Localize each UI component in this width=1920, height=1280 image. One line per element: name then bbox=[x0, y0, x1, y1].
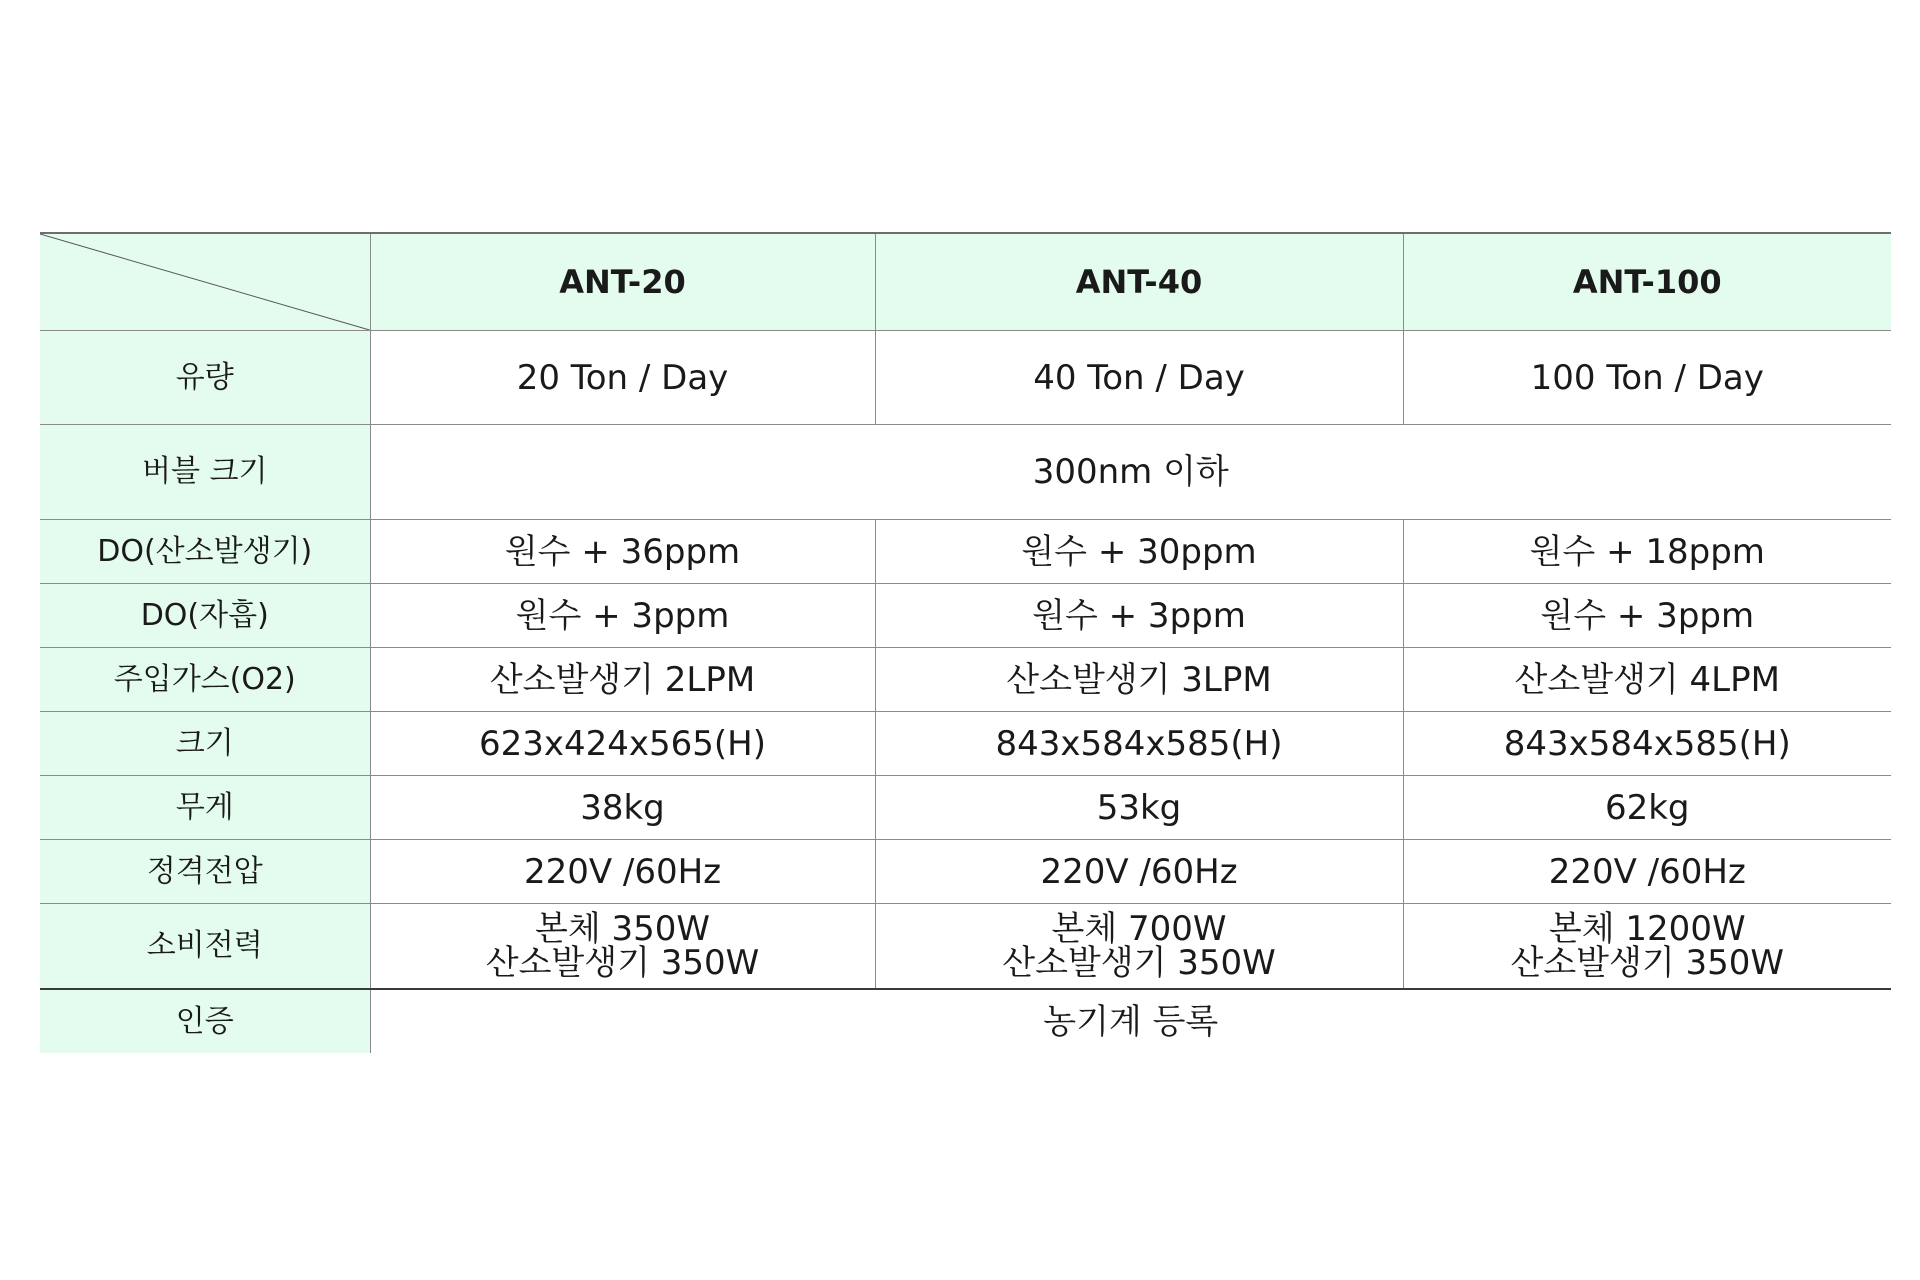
row-label: 주입가스(O2) bbox=[40, 648, 370, 712]
table-row bbox=[40, 840, 1891, 904]
row-label: 정격전압 bbox=[40, 840, 370, 904]
data-cell: 53kg bbox=[875, 776, 1403, 840]
data-cell: 산소발생기 2LPM bbox=[370, 648, 875, 712]
data-cell: 843x584x585(H) bbox=[1403, 712, 1891, 776]
row-label: DO(산소발생기) bbox=[40, 520, 370, 584]
table-row bbox=[40, 648, 1891, 712]
table-row bbox=[40, 904, 1891, 990]
row-label: 크기 bbox=[40, 712, 370, 776]
power-oxygen: 산소발생기 350W bbox=[1510, 943, 1785, 983]
row-label: 유량 bbox=[40, 331, 370, 425]
table-row bbox=[40, 520, 1891, 584]
data-cell: 100 Ton / Day bbox=[1403, 331, 1891, 425]
merged-cell: 300nm 이하 bbox=[370, 425, 1891, 520]
data-cell: 62kg bbox=[1403, 776, 1891, 840]
data-cell: 산소발생기 3LPM bbox=[875, 648, 1403, 712]
power-main: 본체 350W bbox=[534, 909, 710, 949]
model-header: ANT-100 bbox=[1403, 233, 1891, 331]
table-row bbox=[40, 776, 1891, 840]
power-oxygen: 산소발생기 350W bbox=[485, 943, 760, 983]
power-oxygen: 산소발생기 350W bbox=[1002, 943, 1276, 983]
data-cell: 산소발생기 4LPM bbox=[1403, 648, 1891, 712]
row-label: DO(자흡) bbox=[40, 584, 370, 648]
model-header: ANT-20 bbox=[370, 233, 875, 331]
power-main: 본체 700W bbox=[1051, 909, 1227, 949]
data-cell: 38kg bbox=[370, 776, 875, 840]
table-row bbox=[40, 425, 1891, 520]
data-cell: 원수 + 36ppm bbox=[370, 520, 875, 584]
data-cell: 원수 + 3ppm bbox=[875, 584, 1403, 648]
data-cell: 원수 + 3ppm bbox=[370, 584, 875, 648]
data-cell bbox=[370, 904, 875, 990]
data-cell bbox=[875, 904, 1403, 990]
data-cell: 623x424x565(H) bbox=[370, 712, 875, 776]
data-cell: 원수 + 18ppm bbox=[1403, 520, 1891, 584]
data-cell: 843x584x585(H) bbox=[875, 712, 1403, 776]
row-label: 무게 bbox=[40, 776, 370, 840]
data-cell bbox=[1403, 904, 1891, 990]
table-row bbox=[40, 989, 1891, 1053]
data-cell: 원수 + 3ppm bbox=[1403, 584, 1891, 648]
spec-table bbox=[40, 232, 1891, 1053]
model-header: ANT-40 bbox=[875, 233, 1403, 331]
data-cell: 원수 + 30ppm bbox=[875, 520, 1403, 584]
header-row bbox=[40, 233, 1891, 331]
merged-cell: 농기계 등록 bbox=[370, 989, 1891, 1053]
row-label: 인증 bbox=[40, 989, 370, 1053]
table-row bbox=[40, 584, 1891, 648]
data-cell: 40 Ton / Day bbox=[875, 331, 1403, 425]
data-cell: 220V /60Hz bbox=[875, 840, 1403, 904]
data-cell: 220V /60Hz bbox=[370, 840, 875, 904]
table-row bbox=[40, 331, 1891, 425]
diagonal-line bbox=[40, 234, 370, 330]
corner-cell bbox=[40, 233, 370, 331]
row-label: 버블 크기 bbox=[40, 425, 370, 520]
table-row bbox=[40, 712, 1891, 776]
data-cell: 20 Ton / Day bbox=[370, 331, 875, 425]
data-cell: 220V /60Hz bbox=[1403, 840, 1891, 904]
power-main: 본체 1200W bbox=[1548, 909, 1746, 949]
row-label: 소비전력 bbox=[40, 904, 370, 990]
